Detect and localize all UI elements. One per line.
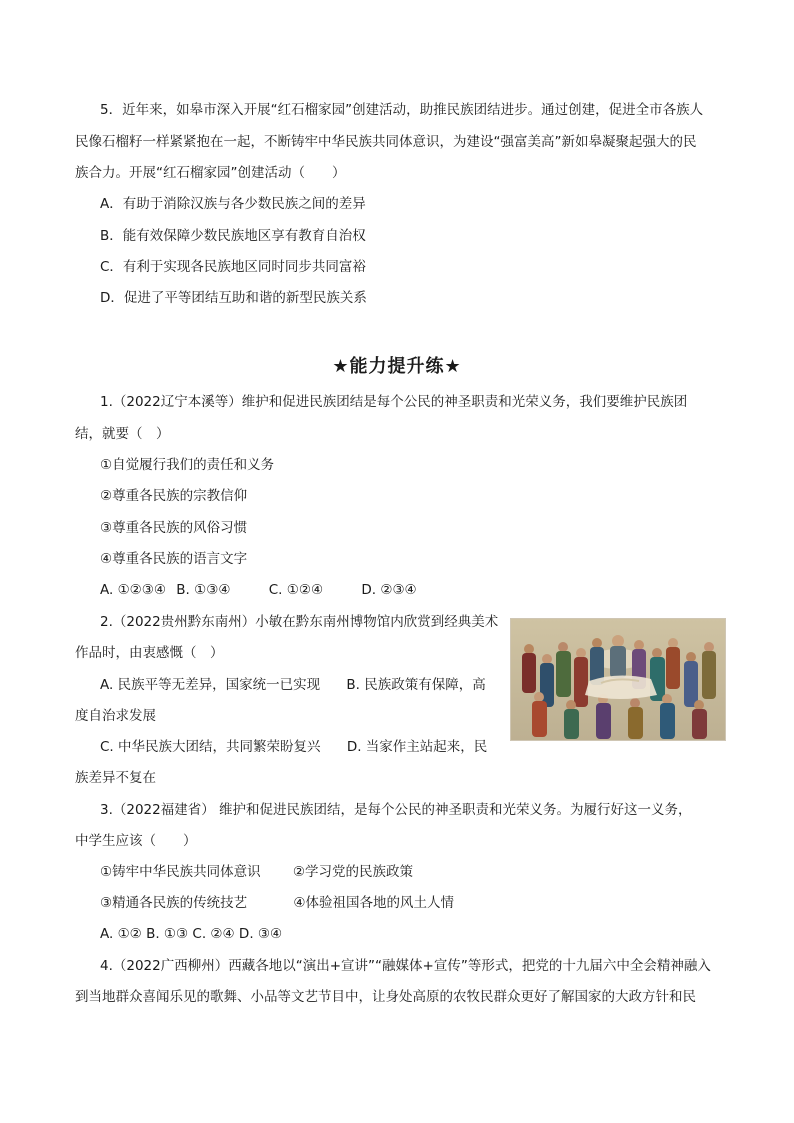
p1-choice-d: D. ②③④ [361,582,417,598]
p1-line-1: 1.（2022辽宁本溪等）维护和促进民族团结是每个公民的神圣职责和光荣义务，我们要维护民族团 [100,394,688,410]
p2-option-d: D. 当家作主站起来，民 [346,739,488,755]
p1-item-3: ③尊重各民族的风俗习惯 [100,520,248,536]
painting-illustration [511,619,725,740]
p3-line-2: 中学生应该（ ） [75,833,197,849]
section-title: ★能力提升练★ [332,356,462,377]
q5-option-a: A．有助于消除汉族与各少数民族之间的差异 [100,196,366,212]
p2-option-b-cont: 度自治求发展 [75,708,156,724]
q5-option-c: C．有利于实现各民族地区同时同步共同富裕 [100,259,366,275]
q5-line-1: 5．近年来，如皋市深入开展“红石榴家园”创建活动，助推民族团结进步。通过创建，促进全市各族人 [100,102,704,118]
p2-options-cd [100,737,487,757]
p3-item-3: ③精通各民族的传统技艺 [100,895,248,911]
p2-option-b: B. 民族政策有保障，高 [346,677,486,693]
p1-line-2: 结，就要（ ） [75,426,170,442]
q5-option-d: D．促进了平等团结互助和谐的新型民族关系 [100,290,367,306]
p1-item-1: ①自觉履行我们的责任和义务 [100,457,275,473]
p3-item-1: ①铸牢中华民族共同体意识 [100,864,261,880]
ethnic-unity-painting [510,618,726,741]
p1-choice-b: B. ①③④ [176,582,231,598]
p3-items-row-2 [100,893,454,913]
p2-option-a: A. 民族平等无差异，国家统一已实现 [100,677,321,693]
p1-item-2: ②尊重各民族的宗教信仰 [100,488,248,504]
p3-item-4: ④体验祖国各地的风土人情 [293,895,455,911]
p3-choices: A. ①② B. ①③ C. ②④ D. ③④ [100,926,283,942]
p1-choice-a: A. ①②③④ [100,582,166,598]
p3-items-row-1 [100,862,413,882]
p1-item-4: ④尊重各民族的语言文字 [100,551,248,567]
p2-option-d-cont: 族差异不复在 [75,770,156,786]
q5-option-b: B．能有效保障少数民族地区享有教育自治权 [100,228,366,244]
p2-option-c: C. 中华民族大团结，共同繁荣盼复兴 [100,739,321,755]
q5-line-3: 族合力。开展“红石榴家园”创建活动（ ） [75,165,346,181]
p4-line-2: 到当地群众喜闻乐见的歌舞、小品等文艺节目中，让身处高原的农牧民群众更好了解国家的大政方针和民 [75,989,696,1005]
p1-choice-c: C. ①②④ [268,582,324,598]
p3-item-2: ②学习党的民族政策 [292,864,414,880]
p3-line-1: 3.（2022福建省） 维护和促进民族团结，是每个公民的神圣职责和光荣义务。为履行好这一义务， [100,802,692,818]
p1-choices [100,580,417,600]
p2-options-ab [100,675,486,695]
p2-line-1: 2.（2022贵州黔东南州）小敏在黔东南州博物馆内欣赏到经典美术 [100,614,499,630]
p2-line-2: 作品时，由衷感慨（ ） [75,645,224,661]
q5-line-2: 民像石榴籽一样紧紧抱在一起，不断铸牢中华民族共同体意识，为建设“强富美高”新如皋凝聚起强大的民 [75,134,697,150]
p4-line-1: 4.（2022广西柳州）西藏各地以“演出+宣讲”“融媒体+宣传”等形式，把党的十九届六中全会精神融入 [100,958,711,974]
